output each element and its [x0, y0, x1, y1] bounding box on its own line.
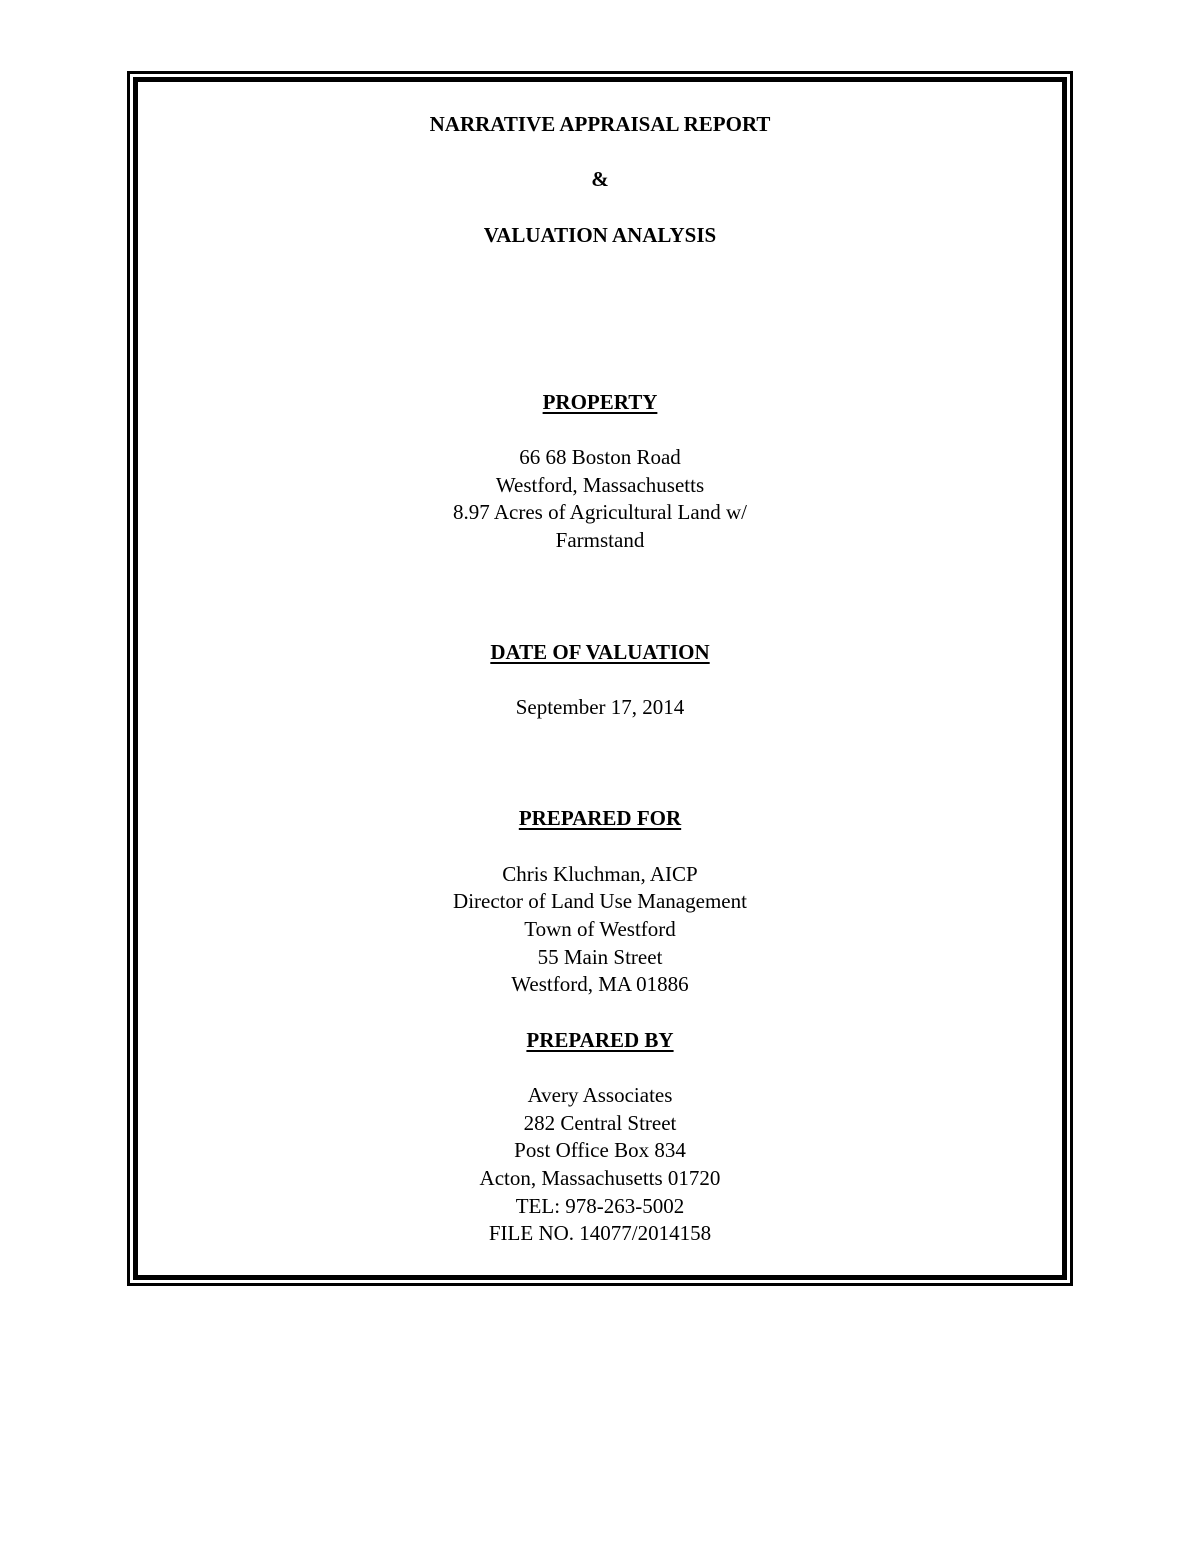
property-heading: PROPERTY [542, 390, 658, 414]
property-line: Westford, Massachusetts [495, 473, 705, 497]
property-line: Farmstand [555, 528, 645, 552]
property-line: 66 68 Boston Road [519, 445, 681, 469]
prepared-for-line: Director of Land Use Management [453, 889, 747, 913]
prepared-by-heading: PREPARED BY [526, 1028, 674, 1052]
prepared-by-line: FILE NO. 14077/2014158 [488, 1221, 712, 1245]
prepared-for-line: 55 Main Street [537, 945, 663, 969]
prepared-by-line: Acton, Massachusetts 01720 [479, 1166, 721, 1190]
date-of-valuation-value: September 17, 2014 [515, 695, 685, 719]
prepared-for-heading: PREPARED FOR [518, 806, 682, 830]
prepared-by-line: 282 Central Street [523, 1111, 677, 1135]
prepared-for-line: Chris Kluchman, AICP [502, 862, 698, 886]
prepared-for-line: Town of Westford [524, 917, 676, 941]
prepared-for-line: Westford, MA 01886 [511, 972, 689, 996]
report-title: NARRATIVE APPRAISAL REPORT [429, 112, 771, 136]
prepared-by-line: TEL: 978-263-5002 [515, 1194, 685, 1218]
report-title-ampersand: & [591, 167, 609, 191]
report-subtitle: VALUATION ANALYSIS [483, 223, 717, 247]
date-of-valuation-heading: DATE OF VALUATION [490, 640, 710, 664]
prepared-by-line: Avery Associates [527, 1083, 673, 1107]
property-line: 8.97 Acres of Agricultural Land w/ [453, 500, 747, 524]
prepared-by-line: Post Office Box 834 [514, 1138, 686, 1162]
